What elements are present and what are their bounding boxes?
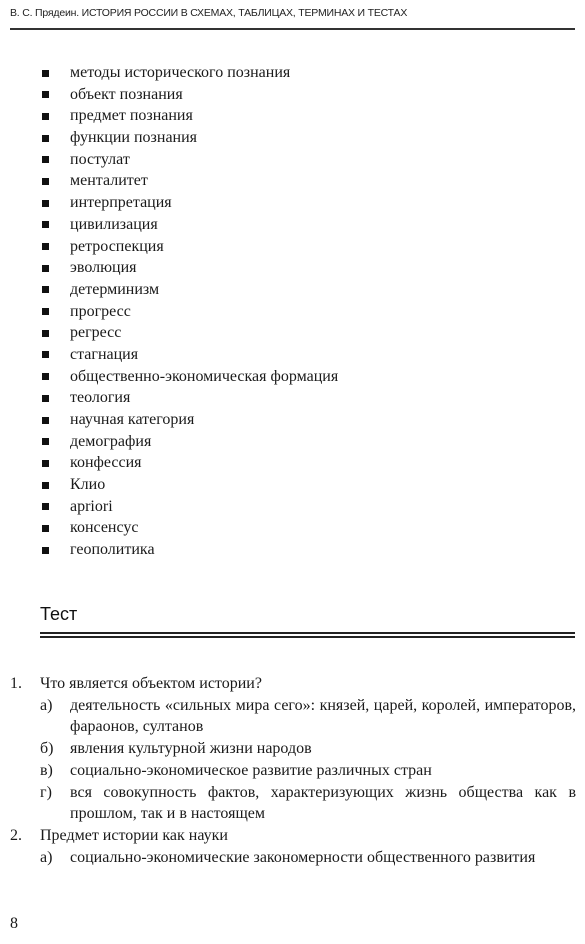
- square-bullet-icon: [42, 308, 49, 315]
- term-item: детерминизм: [40, 279, 560, 301]
- term-item: интерпретация: [40, 192, 560, 214]
- answer-list: [40, 847, 576, 869]
- section-title: Тест: [40, 604, 78, 624]
- answer-option: [40, 847, 576, 869]
- answer-text: социально-экономическое развитие различных стран: [70, 761, 432, 779]
- square-bullet-icon: [42, 395, 49, 402]
- term-item: конфессия: [40, 452, 560, 474]
- term-item: консенсус: [40, 517, 560, 539]
- term-item: геополитика: [40, 539, 560, 561]
- term-item: общественно-экономическая формация: [40, 366, 560, 388]
- square-bullet-icon: [42, 351, 49, 358]
- answer-text: деятельность «сильных мира сего»: князей, царей, королей, императоров, фараонов, султанов: [70, 696, 576, 736]
- question-text: Что является объектом истории?: [40, 675, 262, 692]
- term-item: цивилизация: [40, 214, 560, 236]
- term-item: теология: [40, 387, 560, 409]
- question-number: 2.: [10, 826, 22, 844]
- answer-text: вся совокупность фактов, характеризующих жизнь общества как в прошлом, так и в настоящем: [70, 783, 576, 823]
- answer-option: [40, 738, 576, 760]
- square-bullet-icon: [42, 243, 49, 250]
- answer-text: явления культурной жизни народов: [70, 740, 312, 758]
- answer-text: социально-экономические закономерности общественного развития: [70, 848, 536, 866]
- answer-letter: а): [40, 696, 53, 714]
- square-bullet-icon: [42, 525, 49, 532]
- term-item: стагнация: [40, 344, 560, 366]
- term-item: apriori: [40, 496, 560, 518]
- term-item: прогресс: [40, 301, 560, 323]
- square-bullet-icon: [42, 373, 49, 380]
- term-item: постулат: [40, 149, 560, 171]
- square-bullet-icon: [42, 113, 49, 120]
- term-item: методы исторического познания: [40, 62, 560, 84]
- square-bullet-icon: [42, 221, 49, 228]
- square-bullet-icon: [42, 265, 49, 272]
- square-bullet-icon: [42, 417, 49, 424]
- term-item: Клио: [40, 474, 560, 496]
- question-2: [10, 825, 576, 868]
- question-number: 1.: [10, 675, 22, 692]
- square-bullet-icon: [42, 156, 49, 163]
- term-item: регресс: [40, 322, 560, 344]
- answer-option: [40, 760, 576, 782]
- header-divider: [10, 28, 575, 30]
- square-bullet-icon: [42, 330, 49, 337]
- answer-letter: а): [40, 848, 53, 866]
- term-item: предмет познания: [40, 105, 560, 127]
- square-bullet-icon: [42, 135, 49, 142]
- term-item: эволюция: [40, 257, 560, 279]
- term-item: ретроспекция: [40, 236, 560, 258]
- page-number: 8: [10, 915, 18, 932]
- section-divider: [40, 632, 575, 638]
- test-questions: [10, 673, 576, 868]
- term-item: научная категория: [40, 409, 560, 431]
- square-bullet-icon: [42, 547, 49, 554]
- square-bullet-icon: [42, 91, 49, 98]
- square-bullet-icon: [42, 482, 49, 489]
- square-bullet-icon: [42, 460, 49, 467]
- square-bullet-icon: [42, 200, 49, 207]
- answer-letter: б): [40, 740, 54, 758]
- square-bullet-icon: [42, 503, 49, 510]
- term-item: объект познания: [40, 84, 560, 106]
- square-bullet-icon: [42, 70, 49, 77]
- question-1: [10, 673, 576, 825]
- question-text: Предмет истории как науки: [40, 826, 228, 844]
- square-bullet-icon: [42, 438, 49, 445]
- answer-letter: г): [40, 783, 52, 801]
- term-item: менталитет: [40, 170, 560, 192]
- term-item: демография: [40, 431, 560, 453]
- term-item: функции познания: [40, 127, 560, 149]
- answer-letter: в): [40, 761, 53, 779]
- square-bullet-icon: [42, 178, 49, 185]
- answer-option: [40, 782, 576, 825]
- answer-option: [40, 695, 576, 738]
- terms-list: [40, 62, 560, 561]
- answer-list: [40, 695, 576, 825]
- running-head: В. С. Прядеин. ИСТОРИЯ РОССИИ В СХЕМАХ, ТАБЛИЦАХ, ТЕРМИНАХ И ТЕСТАХ: [10, 7, 408, 19]
- square-bullet-icon: [42, 286, 49, 293]
